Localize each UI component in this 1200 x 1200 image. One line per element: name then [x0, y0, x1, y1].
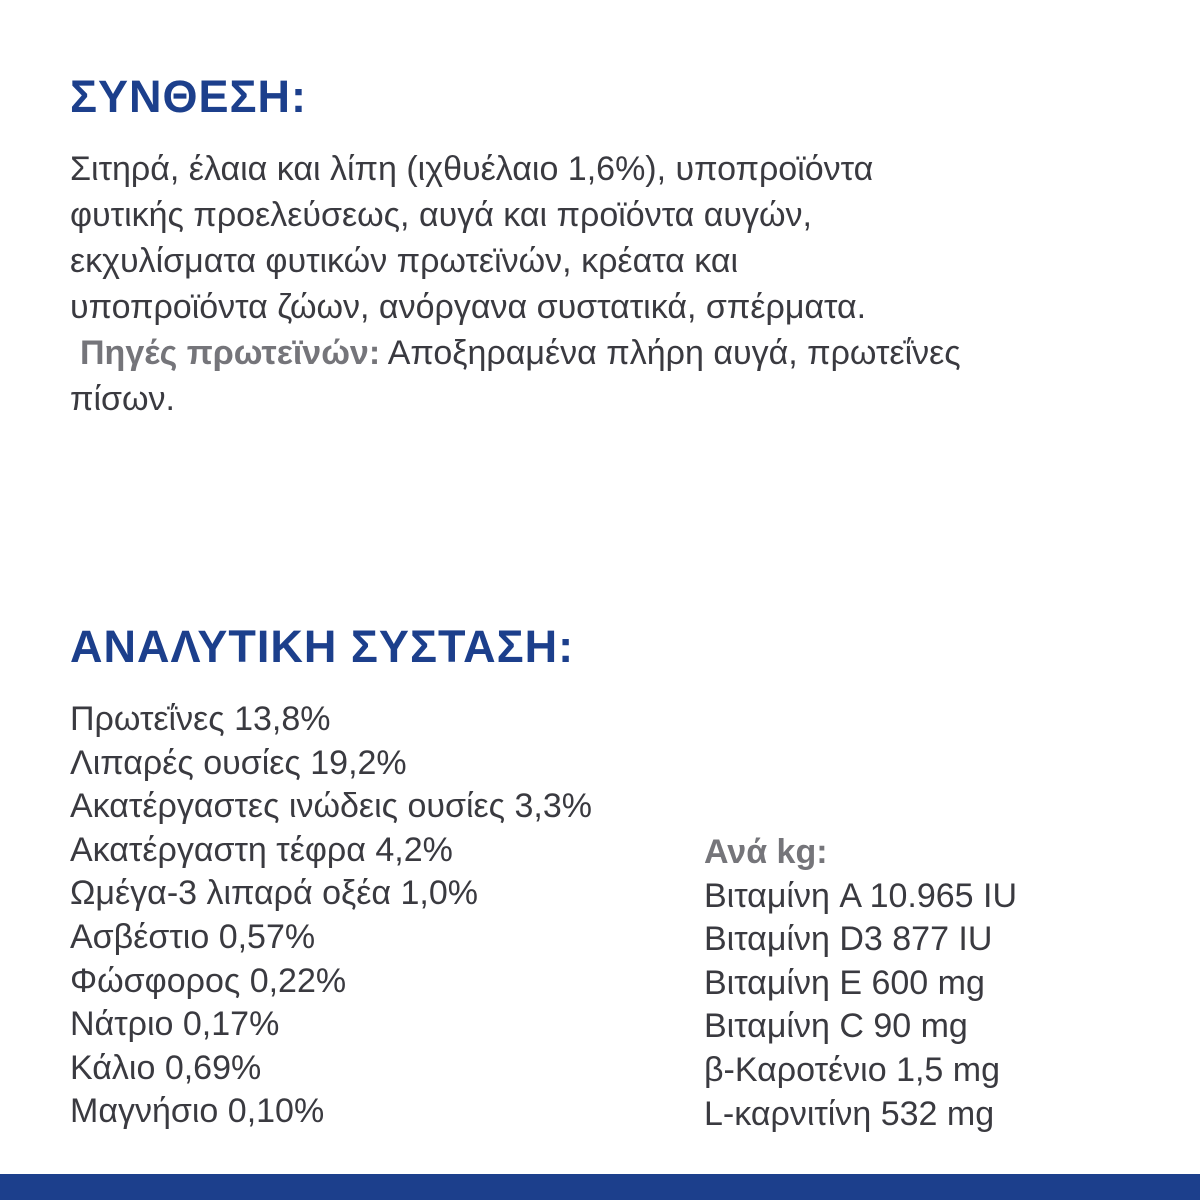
analysis-list	[70, 698, 592, 1134]
protein-sources	[70, 330, 1170, 376]
vitamin-item: Βιταμίνη C 90 mg	[704, 1007, 968, 1046]
analysis-heading: ΑΝΑΛΥΤΙΚΗ ΣΥΣΤΑΣΗ:	[70, 621, 575, 672]
per-kg-list	[704, 875, 1017, 1137]
protein-sources-text: Αποξηραμένα πλήρη αυγά, πρωτεΐνες	[380, 334, 961, 372]
analysis-item: Ακατέργαστες ινώδεις ουσίες 3,3%	[70, 787, 593, 826]
vitamin-item: Βιταμίνη A 10.965 IU	[704, 876, 1018, 915]
analysis-item: Μαγνήσιο 0,10%	[70, 1092, 325, 1131]
analysis-item: Λιπαρές ουσίες 19,2%	[70, 743, 407, 782]
composition-line: εκχυλίσματα φυτικών πρωτεϊνών, κρέατα και	[70, 242, 739, 280]
vitamin-item: β-Καροτένιο 1,5 mg	[704, 1050, 1001, 1089]
analysis-item: Ακατέργαστη τέφρα 4,2%	[70, 830, 453, 869]
analysis-item: Ωμέγα-3 λιπαρά οξέα 1,0%	[70, 874, 479, 913]
per-kg-block	[704, 831, 1017, 1136]
per-kg-heading: Ανά kg:	[704, 833, 828, 871]
vitamin-item: Βιταμίνη D3 877 IU	[704, 920, 993, 959]
protein-sources-text-continued: πίσων.	[70, 380, 175, 418]
composition-line: φυτικής προελεύσεως, αυγά και προϊόντα αυγών,	[70, 196, 813, 234]
analysis-item: Ασβέστιο 0,57%	[70, 917, 316, 956]
analysis-item: Κάλιο 0,69%	[70, 1048, 262, 1087]
composition-heading: ΣΥΝΘΕΣΗ:	[70, 71, 308, 122]
composition-line: υποπροϊόντα ζώων, ανόργανα συστατικά, σπέρματα.	[70, 288, 867, 326]
analysis-item: Νάτριο 0,17%	[70, 1005, 280, 1044]
protein-sources-label: Πηγές πρωτεϊνών:	[80, 334, 381, 372]
composition-line: Σιτηρά, έλαια και λίπη (ιχθυέλαιο 1,6%), υποπροϊόντα	[70, 150, 874, 188]
analysis-item: Φώσφορος 0,22%	[70, 961, 347, 1000]
vitamin-item: Βιταμίνη E 600 mg	[704, 963, 985, 1002]
composition-text	[70, 146, 1170, 422]
bottom-accent-bar	[0, 1174, 1200, 1200]
analysis-item: Πρωτεΐνες 13,8%	[70, 700, 331, 738]
vitamin-item: L-καρνιτίνη 532 mg	[704, 1094, 995, 1133]
